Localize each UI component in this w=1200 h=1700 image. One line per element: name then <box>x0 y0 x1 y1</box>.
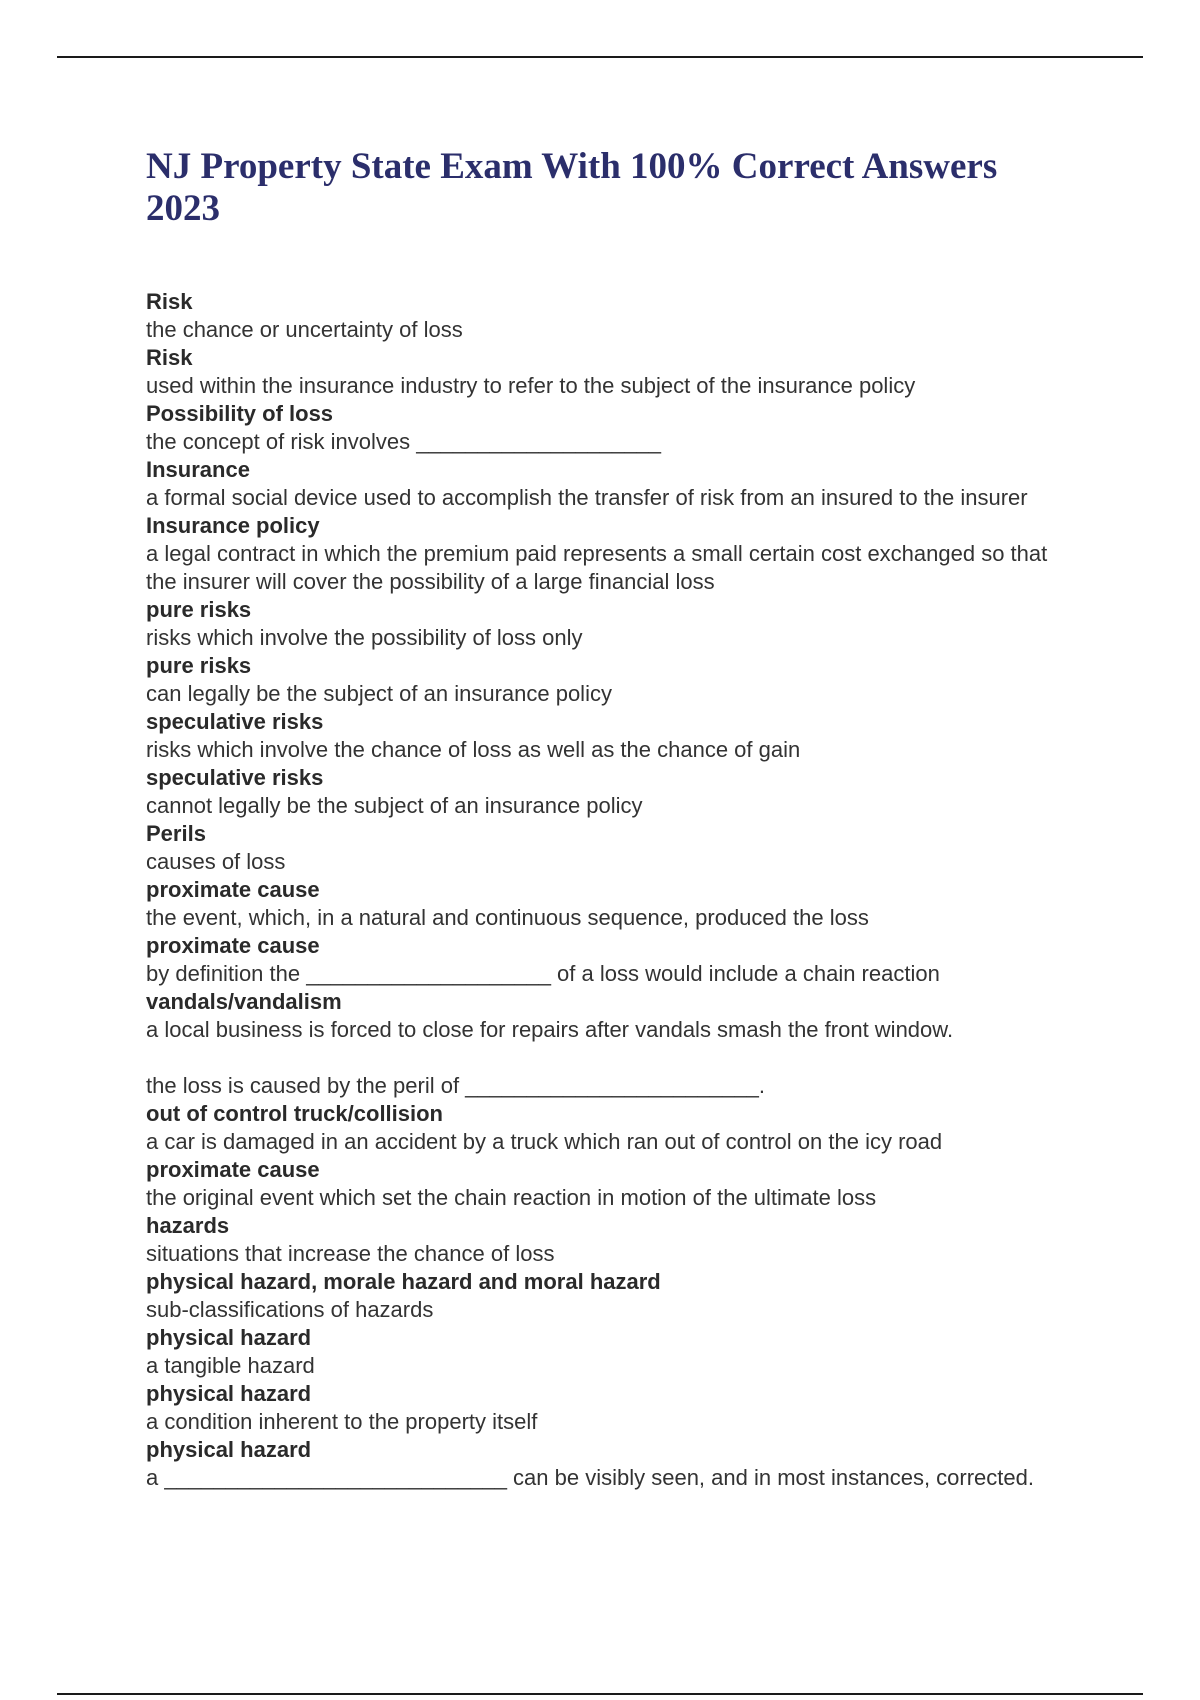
entry-term: out of control truck/collision <box>146 1101 443 1126</box>
entry-term: Perils <box>146 821 206 846</box>
footer-rule <box>57 1693 1143 1695</box>
document-title: NJ Property State Exam With 100% Correct Answers 2023 <box>146 146 998 229</box>
entry-term: speculative risks <box>146 765 324 790</box>
flashcard-entry <box>146 1156 1066 1212</box>
entry-term: proximate cause <box>146 877 320 902</box>
entry-definition: situations that increase the chance of loss <box>146 1241 555 1266</box>
entry-definition: the chance or uncertainty of loss <box>146 317 463 342</box>
entry-definition: a ____________________________ can be visibly seen, and in most instances, corrected. <box>146 1465 1034 1490</box>
entry-definition: risks which involve the possibility of loss only <box>146 625 583 650</box>
flashcard-entry <box>146 1100 1066 1156</box>
entry-term: speculative risks <box>146 709 324 734</box>
flashcard-entry <box>146 932 1066 988</box>
entry-definition: the event, which, in a natural and continuous sequence, produced the loss <box>146 905 869 930</box>
entry-term: Risk <box>146 289 193 314</box>
entry-term: Insurance policy <box>146 513 320 538</box>
entry-definition: by definition the ____________________ of a loss would include a chain reaction <box>146 961 940 986</box>
flashcard-entry <box>146 344 1066 400</box>
entry-definition: a local business is forced to close for repairs after vandals smash the front window. the loss is caused by the peril of ________________________. <box>146 1017 954 1098</box>
entry-definition: a car is damaged in an accident by a truck which ran out of control on the icy road <box>146 1129 943 1154</box>
entry-term: physical hazard <box>146 1437 312 1462</box>
flashcard-entry <box>146 1380 1066 1436</box>
entry-term: proximate cause <box>146 933 320 958</box>
entry-definition: cannot legally be the subject of an insurance policy <box>146 793 643 818</box>
entry-term: vandals/vandalism <box>146 989 342 1014</box>
flashcard-entry <box>146 708 1066 764</box>
entry-definition: a legal contract in which the premium paid represents a small certain cost exchanged so that the insurer will cover the possibility of a large financial loss <box>146 541 1054 594</box>
flashcard-entry <box>146 764 1066 820</box>
flashcard-entry <box>146 1436 1066 1492</box>
flashcard-entry <box>146 400 1066 456</box>
entry-definition: can legally be the subject of an insurance policy <box>146 681 612 706</box>
entry-term: hazards <box>146 1213 230 1238</box>
flashcard-entry <box>146 512 1066 596</box>
header-rule <box>57 56 1143 58</box>
entry-term: proximate cause <box>146 1157 320 1182</box>
entry-definition: a formal social device used to accomplish the transfer of risk from an insured to the insurer <box>146 485 1028 510</box>
flashcard-entry <box>146 596 1066 652</box>
entry-definition: a condition inherent to the property itself <box>146 1409 538 1434</box>
entry-term: Risk <box>146 345 193 370</box>
flashcard-entry <box>146 876 1066 932</box>
entry-term: physical hazard, morale hazard and moral hazard <box>146 1269 661 1294</box>
flashcard-list <box>146 288 1066 1492</box>
entry-definition: risks which involve the chance of loss as well as the chance of gain <box>146 737 801 762</box>
entry-term: pure risks <box>146 597 252 622</box>
entry-term: Possibility of loss <box>146 401 334 426</box>
flashcard-entry <box>146 456 1066 512</box>
entry-definition: the original event which set the chain reaction in motion of the ultimate loss <box>146 1185 877 1210</box>
entry-term: physical hazard <box>146 1325 312 1350</box>
flashcard-entry <box>146 652 1066 708</box>
entry-definition: the concept of risk involves ____________________ <box>146 429 661 454</box>
flashcard-entry <box>146 1324 1066 1380</box>
flashcard-entry <box>146 288 1066 344</box>
entry-definition: a tangible hazard <box>146 1353 315 1378</box>
entry-definition: causes of loss <box>146 849 286 874</box>
entry-definition: sub-classifications of hazards <box>146 1297 434 1322</box>
document-body <box>146 146 1066 1492</box>
flashcard-entry <box>146 820 1066 876</box>
flashcard-entry <box>146 1212 1066 1268</box>
flashcard-entry <box>146 1268 1066 1324</box>
entry-term: pure risks <box>146 653 252 678</box>
entry-definition: used within the insurance industry to refer to the subject of the insurance policy <box>146 373 916 398</box>
entry-term: physical hazard <box>146 1381 312 1406</box>
flashcard-entry <box>146 988 1066 1100</box>
entry-term: Insurance <box>146 457 250 482</box>
